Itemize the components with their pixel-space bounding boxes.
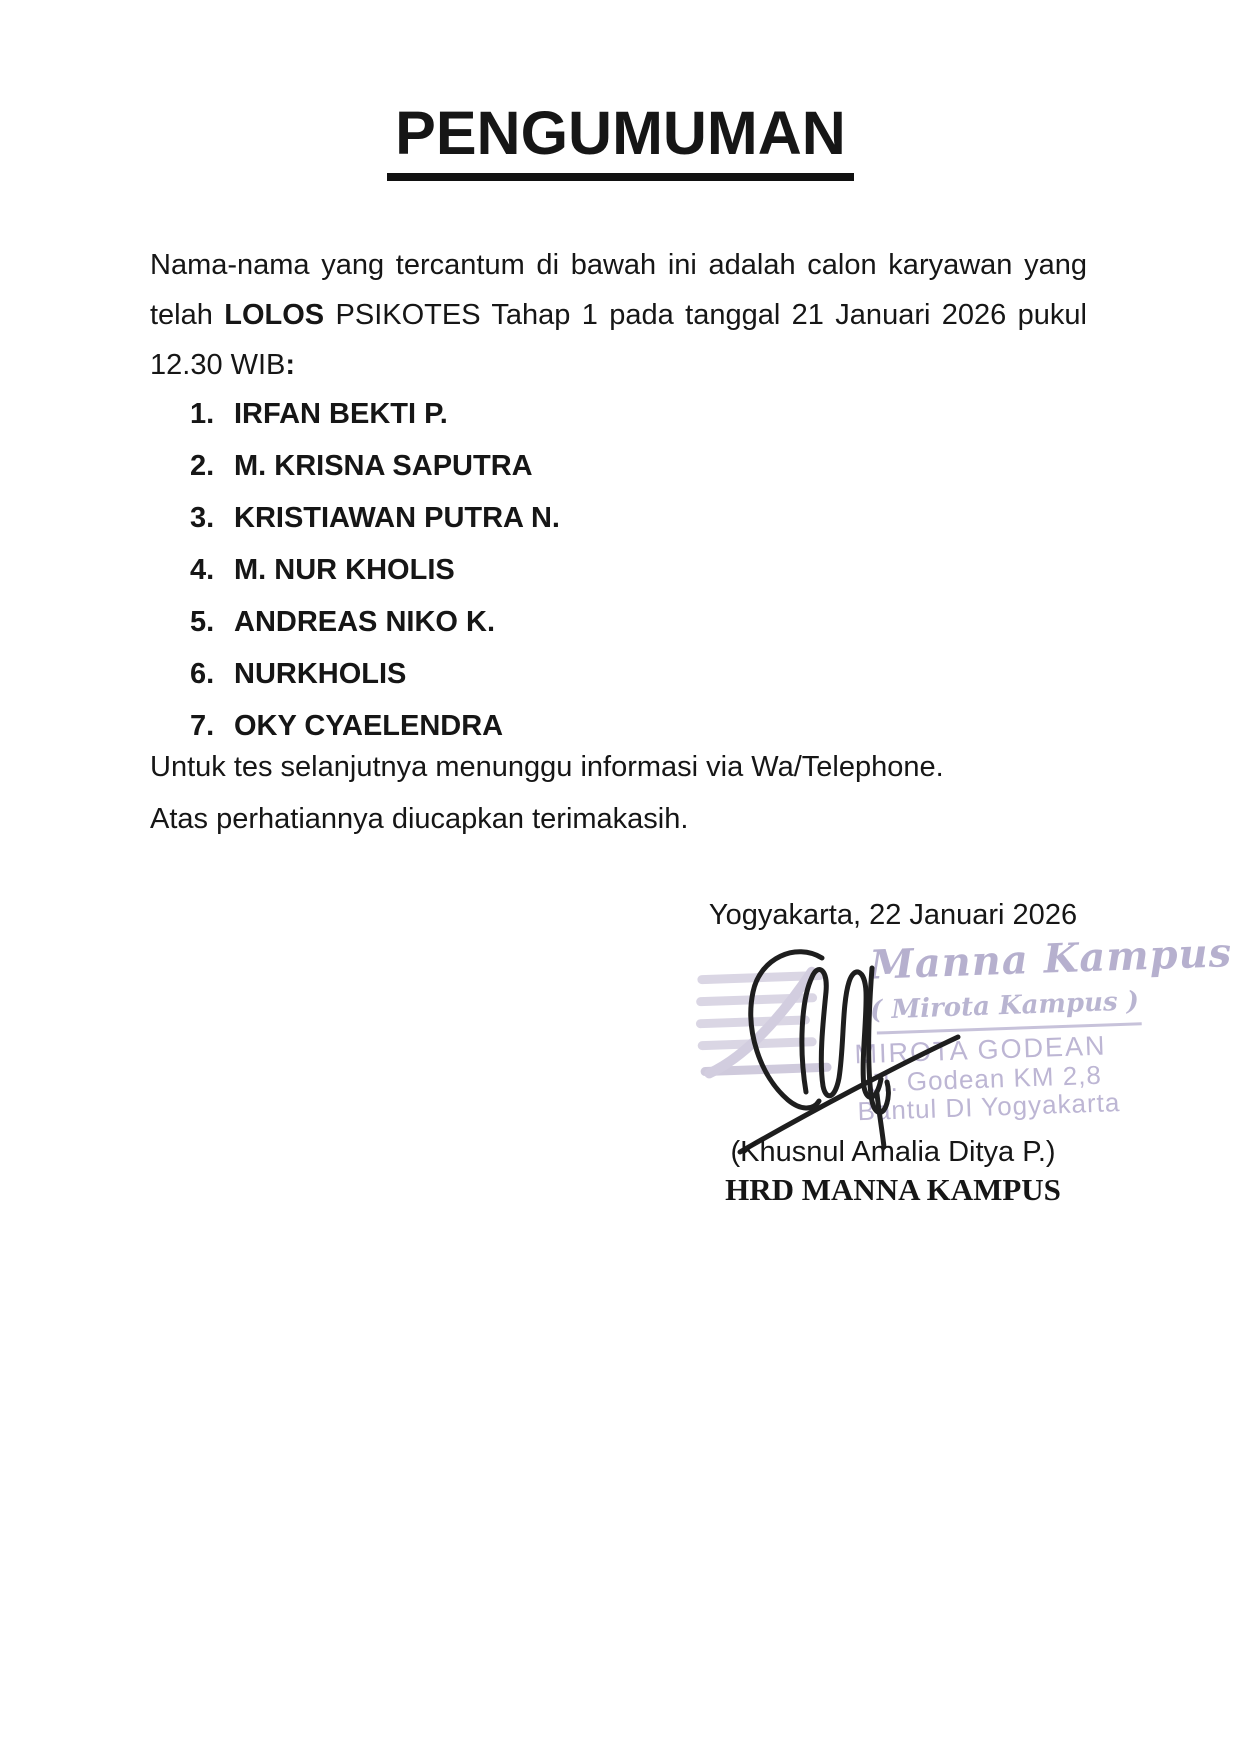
item-number: 2.: [190, 450, 215, 482]
list-item: [190, 648, 1090, 700]
item-name: OKY CYAELENDRA: [234, 710, 504, 742]
intro-line-3-colon: :: [285, 349, 296, 381]
list-item: [190, 492, 1090, 544]
intro-line-1: Nama-nama yang tercantum di bawah ini adalah calon karyawan yang: [150, 249, 1087, 281]
stamp-branch: MIROTA GODEAN: [854, 1030, 1108, 1070]
stamp-address-2: Bantul DI Yogyakarta: [857, 1087, 1121, 1127]
thanks-note: Atas perhatiannya diucapkan terimakasih.: [150, 803, 689, 835]
item-name: IRFAN BEKTI P.: [234, 398, 448, 430]
intro-paragraph: [150, 240, 1087, 390]
item-name: KRISTIAWAN PUTRA N.: [234, 502, 560, 534]
stamp-brand: Manna Kampus: [868, 929, 1233, 989]
item-name: M. KRISNA SAPUTRA: [234, 450, 533, 482]
document-title: PENGUMUMAN: [387, 103, 854, 181]
item-name: NURKHOLIS: [234, 658, 407, 690]
item-name: ANDREAS NIKO K.: [234, 606, 496, 638]
intro-line-3-text: 12.30 WIB: [150, 349, 286, 381]
list-item: [190, 596, 1090, 648]
intro-line-3: [150, 340, 1087, 390]
stamp-address-1: Jl. Godean KM 2,8: [869, 1059, 1103, 1098]
date-line: Yogyakarta, 22 Januari 2026: [708, 899, 1078, 931]
item-number: 7.: [190, 710, 215, 742]
list-item: [190, 388, 1090, 440]
item-number: 6.: [190, 658, 215, 690]
intro-line-2-bold: LOLOS: [224, 299, 325, 331]
intro-line-2: [150, 290, 1087, 340]
intro-line-2-pre: telah: [150, 299, 225, 331]
stamp-brand-sub: ( Mirota Kampus ): [869, 986, 1140, 1026]
item-number: 5.: [190, 606, 215, 638]
next-test-info: Untuk tes selanjutnya menunggu informasi via Wa/Telephone.: [150, 751, 944, 783]
candidate-list: [190, 388, 1090, 752]
item-number: 1.: [190, 398, 215, 430]
stamp-swoosh-logo-icon: [691, 957, 836, 1097]
list-item: [190, 544, 1090, 596]
company-stamp: [689, 929, 1233, 1138]
item-number: 3.: [190, 502, 215, 534]
item-name: M. NUR KHOLIS: [234, 554, 455, 586]
title-row: [0, 99, 1241, 181]
signer-title: HRD MANNA KAMPUS: [725, 1172, 1061, 1207]
intro-line-2-post: PSIKOTES Tahap 1 pada tanggal 21 Januari 2026 pukul: [324, 299, 1087, 331]
signer-name: (Khusnul Amalia Ditya P.): [730, 1136, 1056, 1168]
item-number: 4.: [190, 554, 215, 586]
list-item: [190, 440, 1090, 492]
